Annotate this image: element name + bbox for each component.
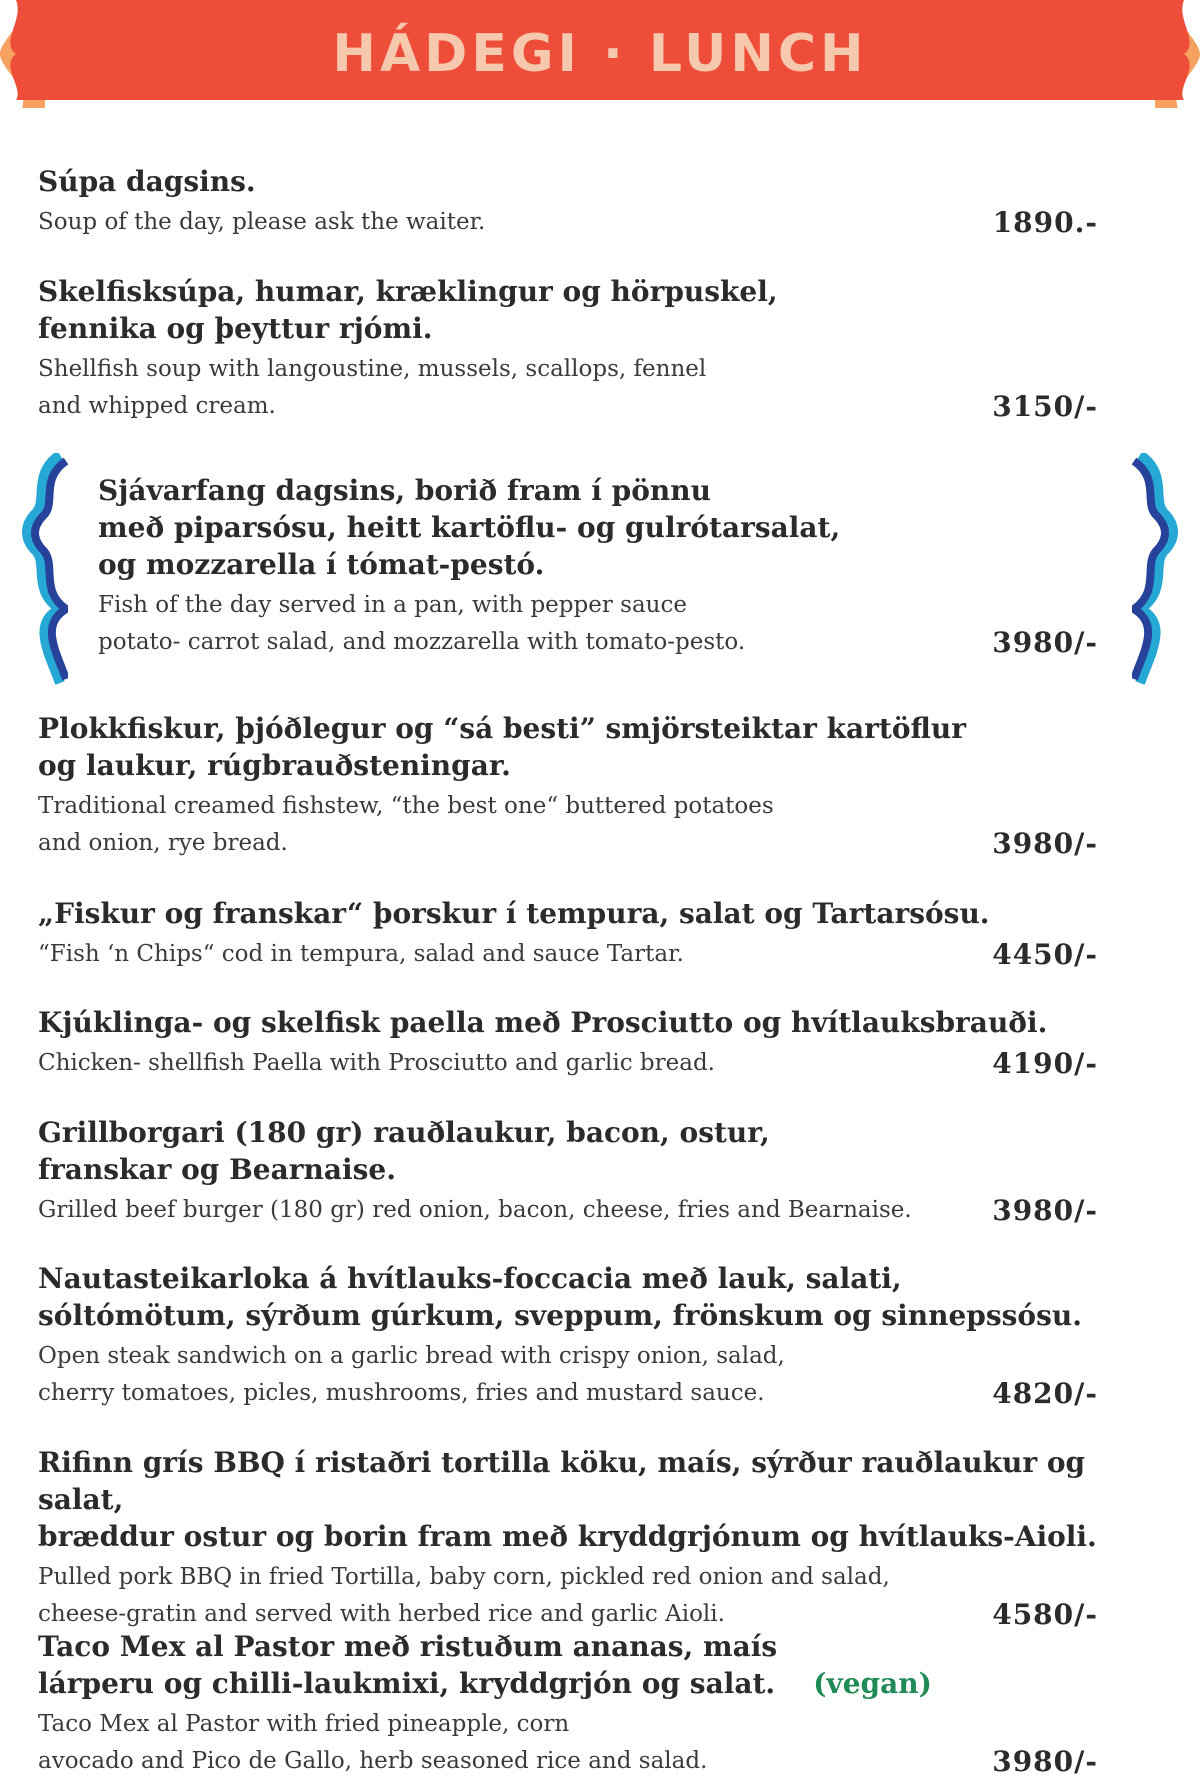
menu-item bbox=[38, 273, 1098, 425]
title-line: og laukur, rúgbrauðsteningar. bbox=[38, 749, 511, 782]
header-banner bbox=[0, 0, 1200, 108]
item-description bbox=[38, 1338, 1098, 1412]
title-line: „Fiskur og franskar“ þorskur í tempura, salat og Tartarsósu. bbox=[38, 897, 990, 930]
desc-line: Soup of the day, please ask the waiter. bbox=[38, 209, 486, 235]
title-line: Súpa dagsins. bbox=[38, 165, 256, 198]
desc-line: Traditional creamed fishstew, “the best one“ buttered potatoes bbox=[38, 793, 774, 819]
left-brace-ornament bbox=[18, 453, 68, 685]
desc-line: potato- carrot salad, and mozzarella with tomato-pesto. bbox=[98, 629, 746, 655]
desc-line: “Fish ‘n Chips“ cod in tempura, salad and sauce Tartar. bbox=[38, 941, 684, 967]
menu-item bbox=[38, 1114, 1098, 1229]
item-price: 3980/- bbox=[992, 1194, 1098, 1227]
item-description bbox=[38, 788, 1098, 862]
title-line bbox=[38, 1665, 1098, 1702]
item-price: 4190/- bbox=[992, 1047, 1098, 1080]
item-description bbox=[98, 587, 1098, 661]
item-price: 4580/- bbox=[992, 1598, 1098, 1631]
desc-line: Pulled pork BBQ in fried Tortilla, baby corn, pickled red onion and salad, bbox=[38, 1564, 890, 1590]
desc-line: Open steak sandwich on a garlic bread with crispy onion, salad, bbox=[38, 1343, 785, 1369]
item-description bbox=[38, 1192, 1098, 1229]
title-line: Plokkfiskur, þjóðlegur og “sá besti” smjörsteiktar kartöflur bbox=[38, 712, 966, 745]
right-brace-ornament bbox=[1132, 453, 1182, 685]
item-title bbox=[38, 273, 1098, 347]
menu-item bbox=[38, 1444, 1098, 1633]
menu-item bbox=[38, 1004, 1098, 1082]
item-price: 3980/- bbox=[992, 626, 1098, 659]
item-title bbox=[38, 710, 1098, 784]
title-line: fennika og þeyttur rjómi. bbox=[38, 312, 433, 345]
item-title bbox=[38, 1114, 1098, 1188]
desc-line: Shellfish soup with langoustine, mussels, scallops, fennel bbox=[38, 356, 707, 382]
title-line: með piparsósu, heitt kartöflu- og gulrótarsalat, bbox=[98, 511, 841, 544]
desc-line: Grilled beef burger (180 gr) red onion, bacon, cheese, fries and Bearnaise. bbox=[38, 1197, 912, 1223]
title-line: Sjávarfang dagsins, borið fram í pönnu bbox=[98, 474, 711, 507]
item-price: 3980/- bbox=[992, 1745, 1098, 1778]
item-price: 3980/- bbox=[992, 827, 1098, 860]
desc-line: and onion, rye bread. bbox=[38, 830, 288, 856]
item-description bbox=[38, 1045, 1098, 1082]
title-line: Grillborgari (180 gr) rauðlaukur, bacon, ostur, bbox=[38, 1116, 770, 1149]
page-title: HÁDEGI · LUNCH bbox=[332, 24, 868, 84]
item-description bbox=[38, 204, 1098, 241]
item-title bbox=[38, 163, 1098, 200]
desc-line: cherry tomatoes, picles, mushrooms, fries and mustard sauce. bbox=[38, 1380, 765, 1406]
item-description bbox=[38, 1706, 1098, 1780]
menu-item bbox=[38, 710, 1098, 862]
title-line: franskar og Bearnaise. bbox=[38, 1153, 396, 1186]
item-description bbox=[38, 936, 1098, 973]
menu-item bbox=[38, 1260, 1098, 1412]
featured-menu-item bbox=[98, 472, 1098, 661]
item-price: 3150/- bbox=[992, 390, 1098, 423]
desc-line: and whipped cream. bbox=[38, 393, 276, 419]
menu-item bbox=[38, 1628, 1098, 1780]
item-title bbox=[38, 1004, 1098, 1041]
title-line: Rifinn grís BBQ í ristaðri tortilla köku, maís, sýrður rauðlaukur og salat, bbox=[38, 1446, 1086, 1516]
title-line: Nautasteikarloka á hvítlauks-foccacia með lauk, salati, bbox=[38, 1262, 902, 1295]
item-price: 1890.- bbox=[992, 206, 1098, 239]
title-line-text: lárperu og chilli-laukmixi, kryddgrjón og salat. bbox=[38, 1667, 776, 1700]
item-title bbox=[38, 895, 1098, 932]
item-description bbox=[38, 351, 1098, 425]
item-price: 4820/- bbox=[992, 1377, 1098, 1410]
menu-item bbox=[38, 163, 1098, 241]
desc-line: Chicken- shellfish Paella with Prosciutto and garlic bread. bbox=[38, 1050, 715, 1076]
item-title bbox=[98, 472, 1098, 583]
item-description bbox=[38, 1559, 1098, 1633]
desc-line: cheese-gratin and served with herbed rice and garlic Aioli. bbox=[38, 1601, 725, 1627]
title-line: bræddur ostur og borin fram með kryddgrjónum og hvítlauks-Aioli. bbox=[38, 1520, 1097, 1553]
item-title bbox=[38, 1628, 1098, 1702]
vegan-tag: (vegan) bbox=[813, 1667, 932, 1700]
desc-line: avocado and Pico de Gallo, herb seasoned rice and salad. bbox=[38, 1748, 708, 1774]
title-line: Taco Mex al Pastor með ristuðum ananas, maís bbox=[38, 1630, 778, 1663]
title-line: og mozzarella í tómat-pestó. bbox=[98, 548, 545, 581]
menu-item bbox=[38, 895, 1098, 973]
item-price: 4450/- bbox=[992, 938, 1098, 971]
item-title bbox=[38, 1260, 1098, 1334]
title-line: Kjúklinga- og skelfisk paella með Prosciutto og hvítlauksbrauði. bbox=[38, 1006, 1048, 1039]
desc-line: Taco Mex al Pastor with fried pineapple, corn bbox=[38, 1711, 570, 1737]
title-line: Skelfisksúpa, humar, kræklingur og hörpuskel, bbox=[38, 275, 778, 308]
desc-line: Fish of the day served in a pan, with pepper sauce bbox=[98, 592, 687, 618]
title-line: sóltómötum, sýrðum gúrkum, sveppum, frönskum og sinnepssósu. bbox=[38, 1299, 1082, 1332]
item-title bbox=[38, 1444, 1098, 1555]
